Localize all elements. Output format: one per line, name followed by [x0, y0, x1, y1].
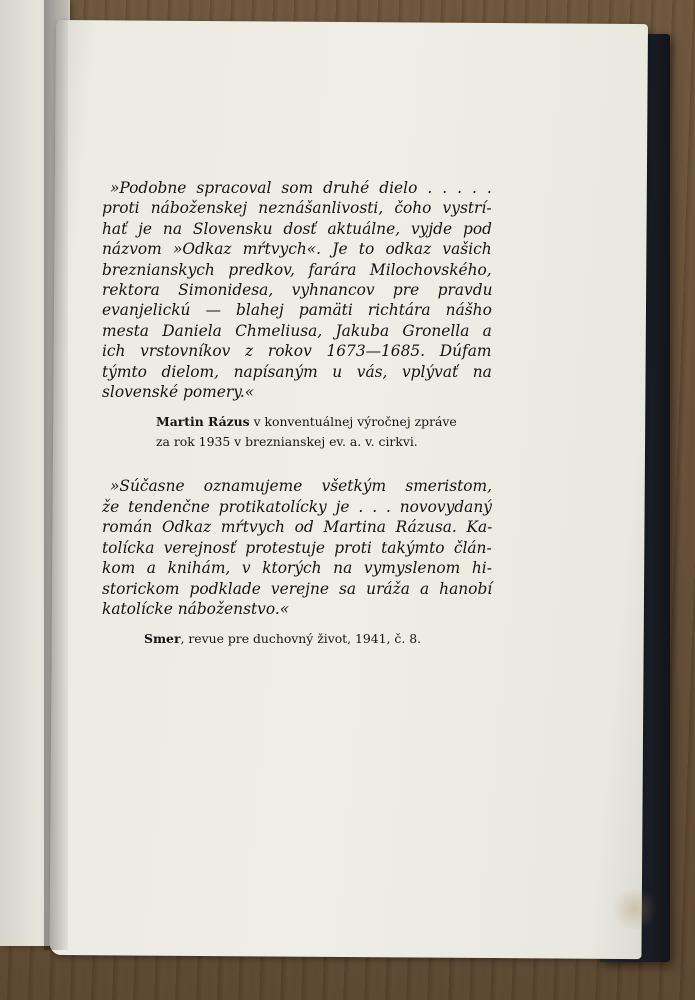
attribution-text: za rok 1935 v breznianskej ev. a. v. cirkvi.	[156, 434, 418, 450]
quote-line: tolícka verejnosť protestuje proti takýmto člán-	[102, 538, 492, 557]
attribution-source: Smer	[144, 631, 181, 647]
quote-line: týmto dielom, napísaným u vás, vplývať na	[102, 362, 492, 381]
quote-line: slovenské pomery.«	[102, 383, 255, 402]
quote-line: evanjelickú — blahej pamäti richtára nášho	[102, 301, 492, 320]
quote-line: »Súčasne oznamujeme všetkým smeristom,	[110, 477, 493, 496]
page-text	[102, 178, 492, 649]
quote-line: že tendenčne protikatolícky je . . . novovydaný	[102, 497, 492, 516]
quote-line: katolícke náboženstvo.«	[102, 599, 290, 618]
attribution-text: v konventuálnej výročnej zpráve	[249, 414, 457, 430]
quote-line: kom a knihám, v ktorých na vymyslenom hi-	[102, 559, 492, 578]
attribution-text: , revue pre duchovný život, 1941, č. 8.	[180, 631, 422, 647]
quote-line: názvom »Odkaz mŕtvych«. Je to odkaz vašich	[102, 240, 492, 259]
attribution-author: Martin Rázus	[156, 414, 250, 430]
quote-line: breznianskych predkov, farára Milochovského,	[102, 260, 492, 279]
quote-line: hať je na Slovensku dosť aktuálne, vyjde pod	[102, 219, 492, 238]
page-stain	[610, 889, 660, 929]
quote-line: rektora Simonidesa, vyhnancov pre pravdu	[102, 281, 493, 300]
quote-line: román Odkaz mŕtvych od Martina Rázusa. Ka-	[102, 518, 493, 537]
quote-line: »Podobne spracoval som druhé dielo . . . . .	[110, 179, 492, 197]
quote-line: storickom podklade verejne sa uráža a hanobí	[102, 579, 493, 598]
quote-razus	[102, 178, 492, 402]
attribution-razus	[156, 412, 492, 452]
quote-line: ich vrstovníkov z rokov 1673—1685. Dúfam	[102, 342, 492, 361]
quote-line: mesta Daniela Chmeliusa, Jakuba Gronella a	[102, 321, 492, 340]
quote-line: proti náboženskej neznášanlivosti, čoho vystrí-	[102, 199, 492, 218]
attribution-smer	[144, 629, 492, 649]
quote-smer	[102, 476, 492, 619]
book-gutter-shadow	[44, 0, 68, 950]
